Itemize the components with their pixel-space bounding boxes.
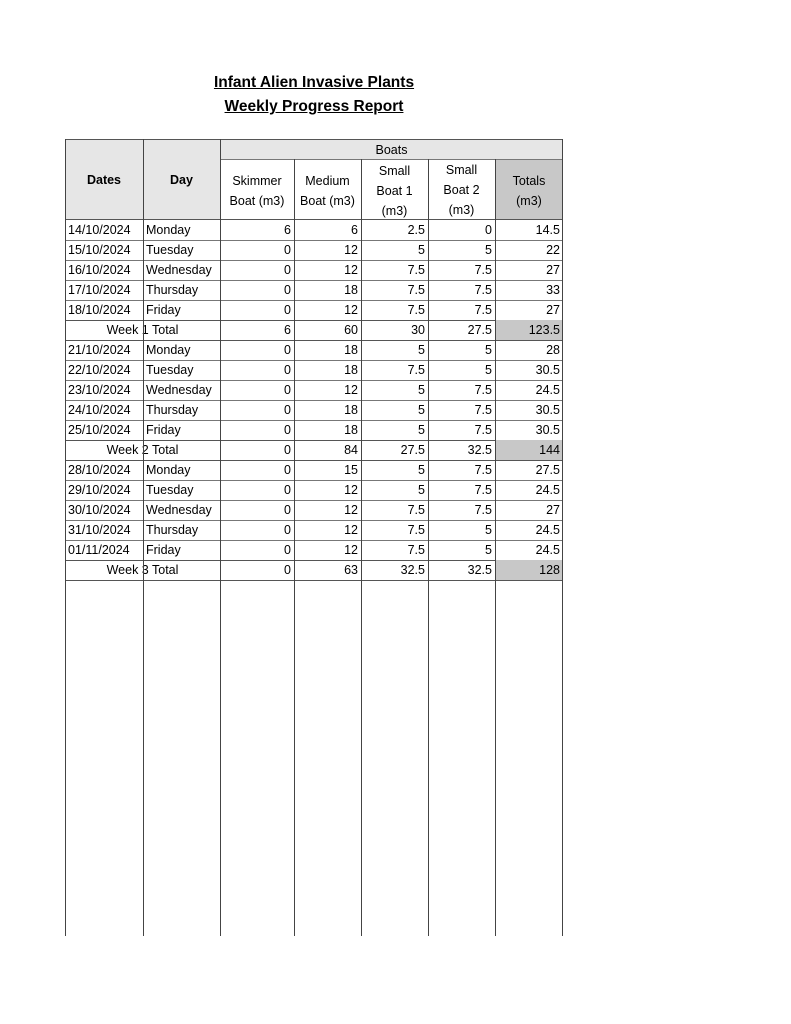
medium-cell: 18 [344,403,358,417]
total-cell: 144 [539,443,560,457]
row-divider [65,420,563,421]
skimmer-cell: 0 [284,423,291,437]
header-totals-line2: (m3) [516,194,542,208]
date-cell: 22/10/2024 [68,363,131,377]
skimmer-cell: 0 [284,403,291,417]
medium-cell: 18 [344,363,358,377]
header-skimmer-line1: Skimmer [232,174,282,188]
header-totals [495,171,563,211]
header-medium-line2: Boat (m3) [300,194,355,208]
small2-cell: 7.5 [474,403,492,417]
total-cell: 27 [546,503,560,517]
small2-cell: 7.5 [474,463,492,477]
small2-cell: 5 [485,543,492,557]
medium-cell: 12 [344,263,358,277]
medium-cell: 18 [344,343,358,357]
skimmer-cell: 6 [284,223,291,237]
small2-cell: 0 [485,223,492,237]
small2-cell: 27.5 [467,323,492,337]
header-small1-line1: Small [378,164,411,178]
medium-cell: 12 [344,543,358,557]
progress-table [65,139,563,936]
row-divider [65,240,563,241]
skimmer-cell: 0 [284,483,291,497]
header-small2-line2: Boat 2 [443,183,480,197]
total-cell: 27 [546,303,560,317]
total-cell: 24.5 [535,383,560,397]
day-cell: Monday [146,343,191,357]
date-cell: 14/10/2024 [68,223,131,237]
header-day: Day [170,173,193,187]
medium-cell: 18 [344,423,358,437]
skimmer-cell: 0 [284,363,291,377]
date-cell: 30/10/2024 [68,503,131,517]
small2-cell: 5 [485,523,492,537]
total-cell: 24.5 [535,483,560,497]
medium-cell: 6 [351,223,358,237]
small2-cell: 7.5 [474,383,492,397]
skimmer-cell: 0 [284,543,291,557]
col-line-5 [428,159,429,936]
medium-cell: 15 [344,463,358,477]
header-small1-line3: (m3) [381,204,408,218]
medium-cell: 12 [344,303,358,317]
medium-cell: 12 [344,483,358,497]
date-cell: 23/10/2024 [68,383,131,397]
col-line-4 [361,159,362,936]
date-cell: 28/10/2024 [68,463,131,477]
date-cell: 24/10/2024 [68,403,131,417]
day-cell: Friday [146,423,181,437]
col-line-1 [143,139,144,936]
row-divider [65,340,563,341]
col-line-6 [495,159,496,936]
small2-cell: 5 [485,343,492,357]
day-cell: Friday [146,303,181,317]
header-skimmer [220,171,294,211]
date-cell: 01/11/2024 [68,543,130,557]
header-small2-line1: Small [445,163,478,177]
skimmer-cell: 0 [284,263,291,277]
date-cell: 29/10/2024 [68,483,131,497]
skimmer-cell: 0 [284,443,291,457]
small2-cell: 7.5 [474,303,492,317]
header-boats: Boats [375,143,408,157]
day-cell: Wednesday [146,503,212,517]
small2-cell: 7.5 [474,423,492,437]
small1-cell: 5 [418,383,425,397]
skimmer-cell: 0 [284,563,291,577]
small1-cell: 5 [418,343,425,357]
row-divider [65,440,563,441]
report-title: Infant Alien Invasive Plants [213,74,415,91]
day-cell: Tuesday [146,243,194,257]
row-divider [65,560,563,561]
medium-cell: 18 [344,283,358,297]
small2-cell: 32.5 [467,443,492,457]
small1-cell: 7.5 [407,363,425,377]
skimmer-cell: 0 [284,283,291,297]
row-divider [65,260,563,261]
header-small1-line2: Boat 1 [376,184,413,198]
small1-cell: 30 [411,323,425,337]
header-bottom-border [65,219,563,220]
small1-cell: 5 [418,463,425,477]
row-divider [65,280,563,281]
small2-cell: 7.5 [474,503,492,517]
row-divider [65,320,563,321]
header-small2 [428,160,495,220]
total-cell: 30.5 [535,403,560,417]
week-total-label: Week 2 Total [106,443,179,457]
small1-cell: 5 [418,403,425,417]
skimmer-cell: 0 [284,523,291,537]
skimmer-cell: 6 [284,323,291,337]
small1-cell: 7.5 [407,543,425,557]
day-cell: Tuesday [146,363,194,377]
small1-cell: 32.5 [400,563,425,577]
row-divider [65,540,563,541]
col-line-3 [294,159,295,936]
day-cell: Wednesday [146,383,212,397]
medium-cell: 12 [344,383,358,397]
header-skimmer-line2: Boat (m3) [229,194,285,208]
small1-cell: 27.5 [400,443,425,457]
total-cell: 30.5 [535,363,560,377]
day-cell: Friday [146,543,181,557]
date-cell: 18/10/2024 [68,303,131,317]
week-total-label: Week 3 Total [106,563,179,577]
col-line-0 [65,139,66,936]
small1-cell: 7.5 [407,283,425,297]
total-cell: 28 [546,343,560,357]
row-divider [65,380,563,381]
medium-cell: 60 [344,323,358,337]
row-divider [65,520,563,521]
table-top-border [65,139,563,140]
total-cell: 24.5 [535,523,560,537]
skimmer-cell: 0 [284,303,291,317]
small1-cell: 7.5 [407,263,425,277]
row-divider [65,360,563,361]
date-cell: 16/10/2024 [68,263,131,277]
small2-cell: 7.5 [474,283,492,297]
day-cell: Tuesday [146,483,194,497]
row-divider [65,500,563,501]
small1-cell: 5 [418,483,425,497]
row-divider [65,300,563,301]
skimmer-cell: 0 [284,463,291,477]
small2-cell: 5 [485,363,492,377]
total-cell: 30.5 [535,423,560,437]
row-divider [65,460,563,461]
date-cell: 31/10/2024 [68,523,131,537]
row-divider [65,480,563,481]
total-cell: 14.5 [535,223,560,237]
small1-cell: 7.5 [407,503,425,517]
small2-cell: 5 [485,243,492,257]
total-cell: 24.5 [535,543,560,557]
boats-divider [220,159,563,160]
total-cell: 27.5 [535,463,560,477]
small2-cell: 32.5 [467,563,492,577]
small1-cell: 5 [418,243,425,257]
medium-cell: 12 [344,503,358,517]
small1-cell: 2.5 [407,223,425,237]
row-divider [65,400,563,401]
day-cell: Thursday [146,523,199,537]
col-line-2 [220,139,221,936]
day-cell: Monday [146,223,191,237]
small2-cell: 7.5 [474,483,492,497]
day-cell: Thursday [146,283,199,297]
day-cell: Wednesday [146,263,212,277]
date-cell: 25/10/2024 [68,423,131,437]
skimmer-cell: 0 [284,383,291,397]
date-cell: 17/10/2024 [68,283,131,297]
header-medium [294,171,361,211]
date-cell: 21/10/2024 [68,343,131,357]
total-cell: 22 [546,243,560,257]
total-cell: 33 [546,283,560,297]
total-cell: 128 [539,563,560,577]
total-cell: 27 [546,263,560,277]
medium-cell: 63 [344,563,358,577]
small1-cell: 7.5 [407,303,425,317]
header-totals-line1: Totals [512,174,546,188]
medium-cell: 12 [344,243,358,257]
small1-cell: 5 [418,423,425,437]
report-subtitle: Weekly Progress Report [224,98,404,115]
header-small2-line3: (m3) [448,203,475,217]
row-divider [65,580,563,581]
week-total-label: Week 1 Total [106,323,179,337]
skimmer-cell: 0 [284,243,291,257]
small2-cell: 7.5 [474,263,492,277]
small1-cell: 7.5 [407,523,425,537]
date-cell: 15/10/2024 [68,243,131,257]
medium-cell: 12 [344,523,358,537]
skimmer-cell: 0 [284,503,291,517]
medium-cell: 84 [344,443,358,457]
col-line-7 [562,139,563,936]
header-small1 [361,161,428,221]
header-dates: Dates [86,173,122,187]
total-cell: 123.5 [528,323,560,337]
day-cell: Monday [146,463,191,477]
day-cell: Thursday [146,403,199,417]
skimmer-cell: 0 [284,343,291,357]
header-medium-line1: Medium [305,174,350,188]
